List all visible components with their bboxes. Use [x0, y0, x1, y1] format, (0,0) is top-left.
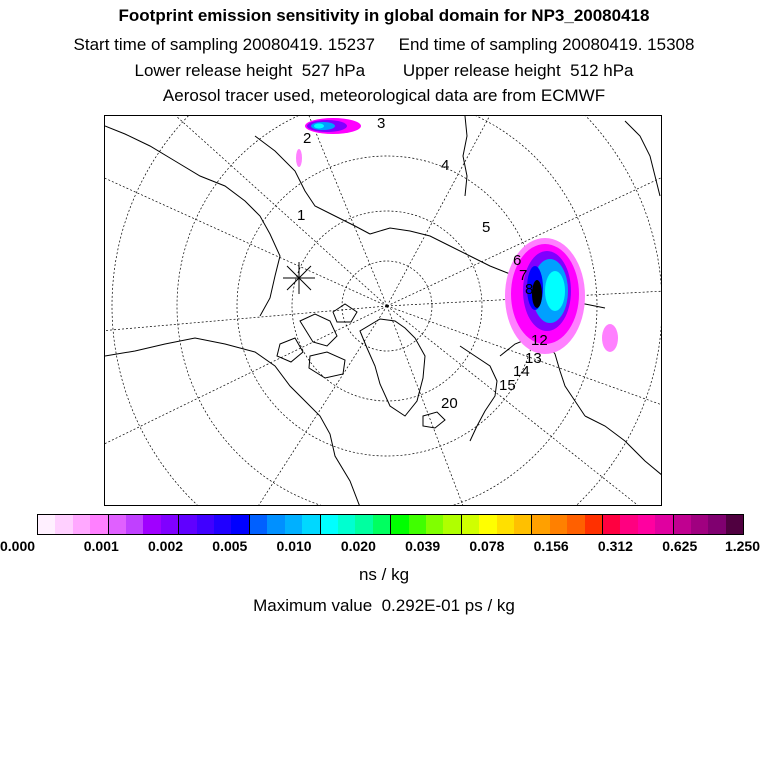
colorbar-segment [462, 515, 479, 534]
colorbar-segment [585, 515, 603, 534]
map-svg [105, 116, 662, 506]
colorbar-segment [179, 515, 196, 534]
page-title: Footprint emission sensitivity in global domain for NP3_20080418 [118, 6, 650, 25]
colorbar-segment [550, 515, 567, 534]
colorbar-segment [214, 515, 231, 534]
traj-label-14: 14 [513, 363, 530, 380]
colorbar-segment [497, 515, 514, 534]
colorbar-segment [514, 515, 532, 534]
colorbar-segment [426, 515, 443, 534]
colorbar-segment [285, 515, 302, 534]
colorbar-tick-label: 1.250 [724, 538, 760, 554]
colorbar-segment [231, 515, 249, 534]
traj-label-4: 4 [441, 157, 450, 174]
colorbar-segment [73, 515, 90, 534]
units-label: ns / kg [358, 565, 410, 584]
colorbar-segment [38, 515, 55, 534]
traj-label-15: 15 [499, 377, 516, 394]
colorbar-segment [109, 515, 126, 534]
colorbar-segment [161, 515, 179, 534]
colorbar-segment [674, 515, 691, 534]
colorbar-ticks [0, 538, 768, 558]
colorbar-segment [603, 515, 620, 534]
release-marker [283, 262, 315, 294]
traj-label-12: 12 [531, 332, 548, 349]
colorbar-segment [443, 515, 461, 534]
colorbar-segment [321, 515, 338, 534]
colorbar-segment [267, 515, 284, 534]
colorbar-tick-label: 0.039 [405, 538, 441, 554]
colorbar-tick-label: 0.312 [597, 538, 633, 554]
traj-label-3: 3 [377, 116, 386, 132]
traj-label-2: 2 [303, 130, 312, 147]
release-height-line: Lower release height 527 hPa Upper release height 512 hPa [134, 61, 634, 80]
colorbar-segment [355, 515, 372, 534]
colorbar-segment [567, 515, 584, 534]
traj-label-5: 5 [482, 219, 491, 236]
traj-label-1: 1 [297, 207, 306, 224]
colorbar-tick-label: 0.625 [662, 538, 698, 554]
colorbar-segment [638, 515, 655, 534]
tracer-info-line: Aerosol tracer used, meteorological data are from ECMWF [162, 86, 606, 105]
colorbar-tick-label: 0.005 [212, 538, 248, 554]
colorbar-segment [691, 515, 708, 534]
colorbar-segment [90, 515, 108, 534]
colorbar-tick-label: 0.000 [0, 538, 36, 554]
traj-label-8: 8 [525, 281, 534, 298]
colorbar-segment [126, 515, 143, 534]
footprint-map [104, 115, 662, 506]
colorbar-segment [302, 515, 320, 534]
colorbar-segment [532, 515, 549, 534]
traj-label-13: 13 [525, 350, 542, 367]
colorbar-segment [373, 515, 391, 534]
traj-label-7: 7 [519, 267, 528, 284]
colorbar-segment [197, 515, 214, 534]
colorbar-segment [250, 515, 267, 534]
colorbar-segment [409, 515, 426, 534]
colorbar-segment [391, 515, 408, 534]
colorbar-segment [655, 515, 673, 534]
colorbar-tick-label: 0.001 [83, 538, 119, 554]
colorbar-segment [479, 515, 496, 534]
max-value-label: Maximum value 0.292E-01 ps / kg [253, 596, 515, 615]
colorbar-tick-label: 0.020 [340, 538, 376, 554]
traj-label-20: 20 [441, 395, 458, 412]
colorbar-tick-label: 0.156 [533, 538, 569, 554]
colorbar-segment [55, 515, 72, 534]
traj-label-6: 6 [513, 252, 522, 269]
colorbar-segment [726, 515, 743, 534]
sampling-time-line: Start time of sampling 20080419. 15237 End time of sampling 20080419. 15308 [73, 35, 695, 54]
colorbar-segment [620, 515, 637, 534]
colorbar-tick-label: 0.002 [148, 538, 184, 554]
colorbar-segment [708, 515, 725, 534]
colorbar-segment [143, 515, 160, 534]
colorbar-tick-label: 0.078 [469, 538, 505, 554]
plume-east [505, 238, 618, 354]
colorbar-segment [338, 515, 355, 534]
colorbar-tick-label: 0.010 [276, 538, 312, 554]
colorbar [37, 514, 744, 535]
